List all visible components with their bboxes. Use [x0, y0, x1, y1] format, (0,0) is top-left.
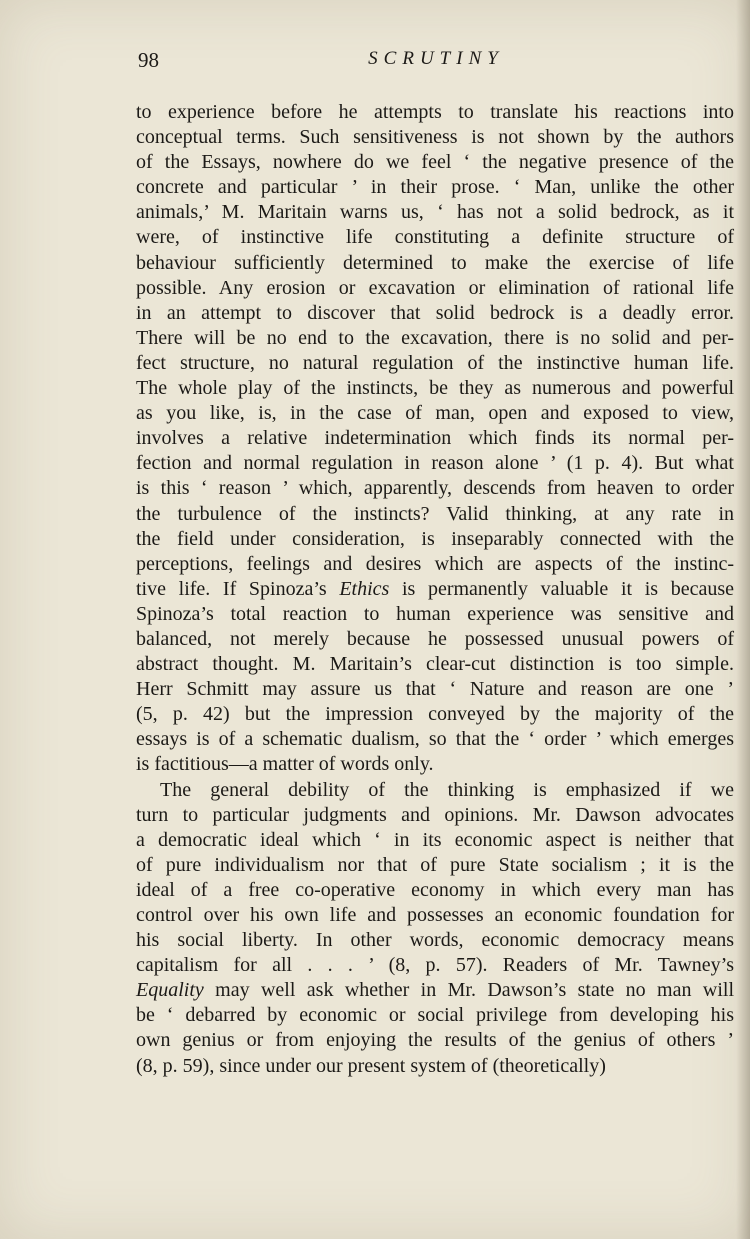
text-segment: (8, p. 59), since under our present system of (theoretically): [136, 1054, 606, 1077]
text-segment: the field under consideration, is inseparably connected with the: [136, 527, 734, 550]
text-line: [136, 326, 734, 351]
text-segment: is permanently valuable it is because: [389, 577, 734, 600]
text-segment: animals,’ M. Maritain warns us, ‘ has not a solid bedrock, as it: [136, 201, 734, 224]
text-segment: control over his own life and possesses an economic foundation for: [136, 904, 734, 926]
text-segment: concrete and particular ’ in their prose. ‘ Man, unlike the other: [136, 176, 734, 199]
text-line: [136, 778, 734, 803]
text-line: [136, 978, 734, 1003]
text-line: [136, 1054, 734, 1079]
text-line: [136, 401, 734, 426]
text-segment: fection and normal regulation in reason alone ’ (1 p. 4). But what: [136, 452, 734, 475]
paragraph: [136, 100, 734, 778]
text-segment: essays is of a schematic dualism, so that the ‘ order ’ which emerges: [136, 728, 734, 751]
text-line: [136, 677, 734, 702]
page-header: [138, 48, 734, 78]
text-line: [136, 727, 734, 752]
text-segment: The whole play of the instincts, be they as numerous and powerful: [136, 377, 734, 400]
text-segment: ideal of a free co-operative economy in which every man has: [136, 878, 734, 901]
page-number: 98: [138, 48, 159, 72]
text-segment: to experience before he attempts to translate his reactions into: [136, 101, 734, 123]
text-segment: behaviour sufficiently determined to make the exercise of life: [136, 251, 734, 274]
text-segment: conceptual terms. Such sensitiveness is not shown by the authors: [136, 126, 734, 149]
text-segment: The general debility of the thinking is emphasized if we: [160, 778, 734, 801]
text-segment: possible. Any erosion or excavation or elimination of rational life: [136, 276, 734, 299]
text-line: [136, 150, 734, 175]
text-segment: fect structure, no natural regulation of the instinctive human life.: [136, 351, 734, 374]
text-line: [136, 803, 734, 828]
running-head: SCRUTINY: [368, 48, 504, 69]
text-line: [136, 200, 734, 225]
text-line: [136, 1003, 734, 1028]
text-segment: There will be no end to the excavation, there is no solid and per-: [136, 326, 734, 349]
text-line: [136, 752, 734, 777]
text-segment: Spinoza’s total reaction to human experience was sensitive and: [136, 602, 734, 625]
text-segment: were, of instinctive life constituting a definite structure of: [136, 226, 734, 249]
text-line: [136, 652, 734, 677]
text-segment: involves a relative indetermination which finds its normal per-: [136, 427, 734, 450]
text-line: [136, 552, 734, 577]
text-line: [136, 100, 734, 125]
text-line: [136, 853, 734, 878]
text-segment: is this ‘ reason ’ which, apparently, descends from heaven to order: [136, 477, 734, 500]
text-line: [136, 376, 734, 401]
text-segment: own genius or from enjoying the results of the genius of others ’: [136, 1029, 734, 1052]
text-segment: tive life. If Spinoza’s: [136, 577, 340, 600]
text-line: [136, 451, 734, 476]
text-line: [136, 1028, 734, 1053]
text-segment: abstract thought. M. Maritain’s clear-cut distinction is too simple.: [136, 653, 734, 676]
paragraph: [136, 778, 734, 1079]
text-segment: of pure individualism nor that of pure State socialism ; it is the: [136, 853, 734, 876]
text-segment: turn to particular judgments and opinions. Mr. Dawson advocates: [136, 803, 734, 826]
text-line: [136, 953, 734, 978]
italic-title: Ethics: [339, 577, 390, 600]
page-edge-shadow: [736, 0, 750, 1239]
body-text: [136, 100, 734, 1079]
text-line: [136, 351, 734, 376]
text-segment: a democratic ideal which ‘ in its economic aspect is neither that: [136, 828, 734, 851]
text-segment: of the Essays, nowhere do we feel ‘ the negative presence of the: [136, 151, 734, 174]
text-segment: (5, p. 42) but the impression conveyed by the majority of the: [136, 703, 734, 726]
text-segment: be ‘ debarred by economic or social privilege from developing his: [136, 1004, 734, 1027]
text-segment: as you like, is, in the case of man, open and exposed to view,: [136, 402, 734, 425]
text-line: [136, 225, 734, 250]
italic-title: Equality: [136, 979, 204, 1002]
text-segment: balanced, not merely because he possessed unusual powers of: [136, 627, 734, 650]
text-line: [136, 602, 734, 627]
text-segment: in an attempt to discover that solid bedrock is a deadly error.: [136, 301, 734, 324]
text-line: [136, 903, 734, 928]
text-line: [136, 251, 734, 276]
text-line: [136, 527, 734, 552]
text-segment: may well ask whether in Mr. Dawson’s state no man will: [203, 979, 734, 1002]
text-line: [136, 476, 734, 501]
text-line: [136, 125, 734, 150]
text-line: [136, 627, 734, 652]
text-line: [136, 276, 734, 301]
text-line: [136, 702, 734, 727]
text-line: [136, 502, 734, 527]
text-segment: is factitious—a matter of words only.: [136, 753, 434, 776]
text-segment: his social liberty. In other words, economic democracy means: [136, 929, 734, 952]
text-line: [136, 828, 734, 853]
text-segment: the turbulence of the instincts? Valid thinking, at any rate in: [136, 502, 734, 525]
text-line: [136, 577, 734, 602]
text-line: [136, 878, 734, 903]
text-line: [136, 301, 734, 326]
text-segment: capitalism for all . . . ’ (8, p. 57). Readers of Mr. Tawney’s: [136, 954, 734, 977]
text-segment: perceptions, feelings and desires which are aspects of the instinc-: [136, 552, 734, 575]
text-line: [136, 175, 734, 200]
text-line: [136, 928, 734, 953]
text-line: [136, 426, 734, 451]
text-segment: Herr Schmitt may assure us that ‘ Nature and reason are one ’: [136, 678, 734, 701]
